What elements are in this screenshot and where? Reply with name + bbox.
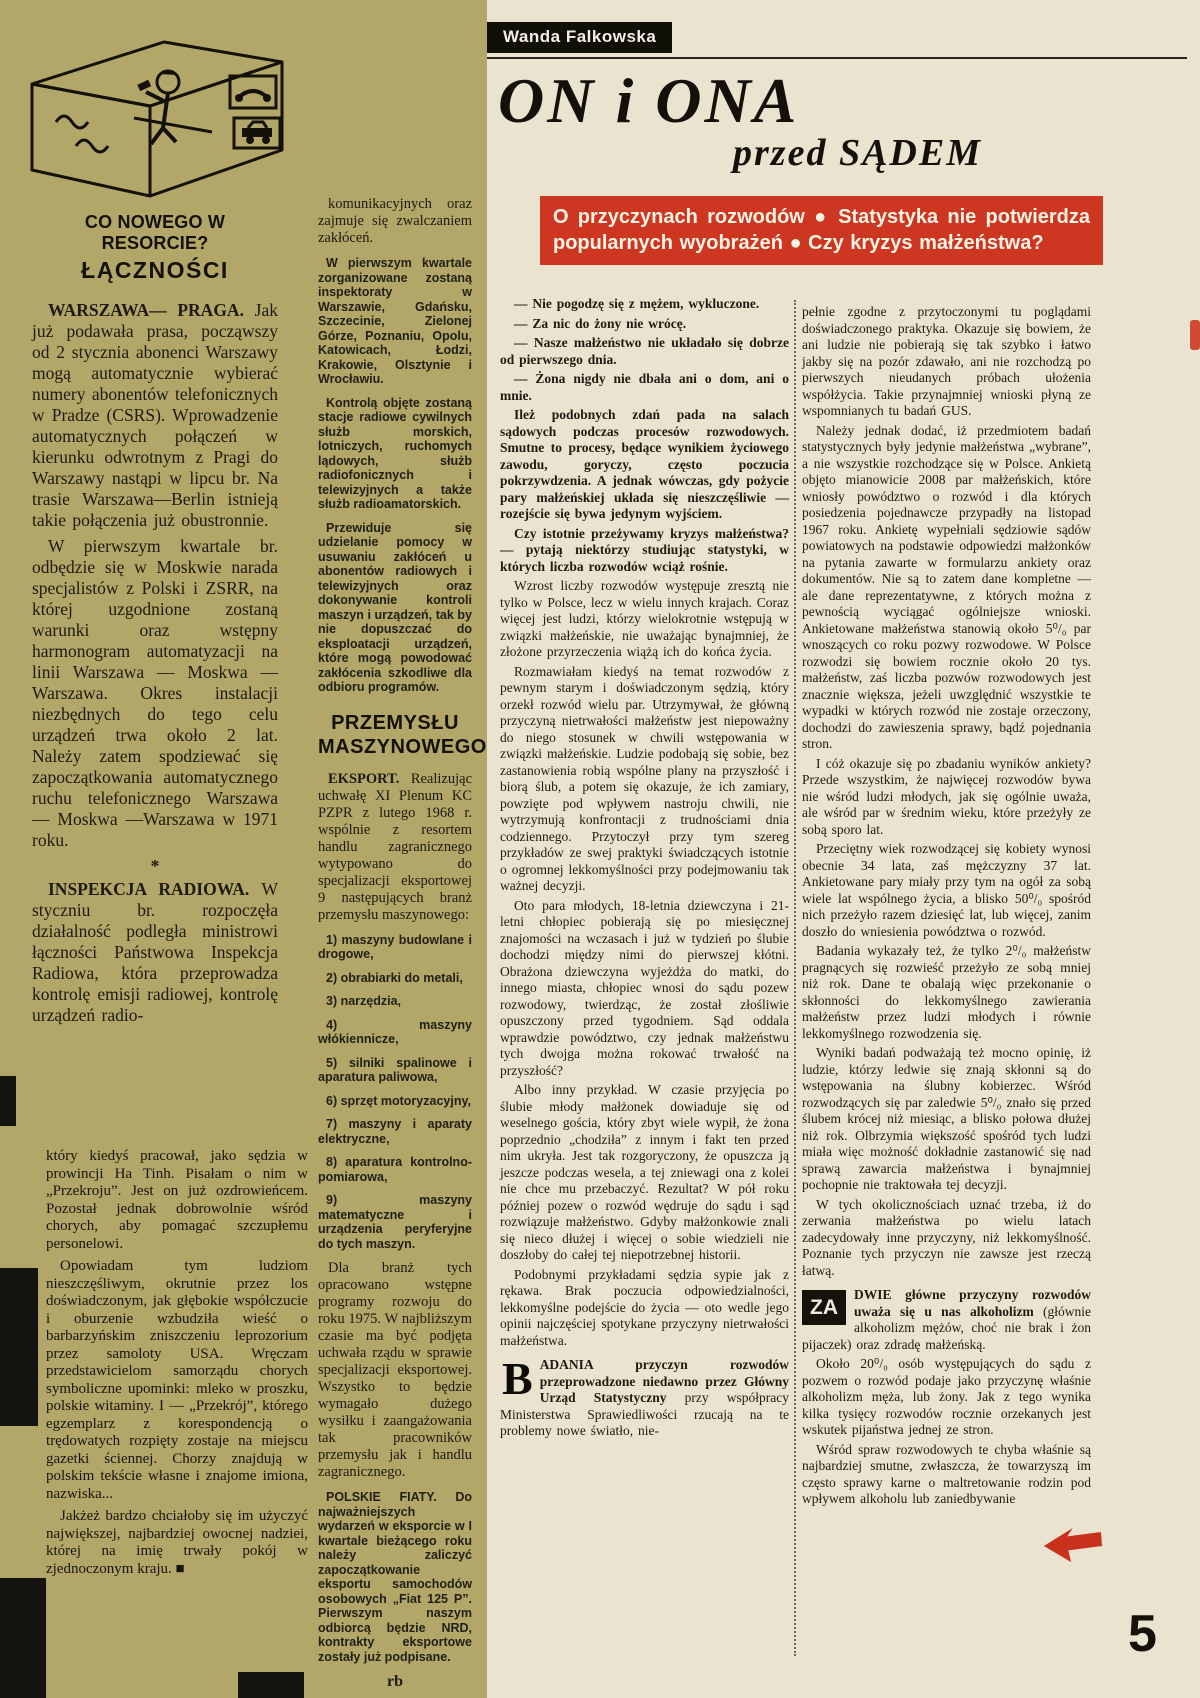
- box-front-face: [32, 84, 150, 196]
- byline-text: Wanda Falkowska: [503, 27, 657, 46]
- wire-squiggle: [56, 116, 88, 128]
- paragraph: Podobnymi przykładami sędzia sypie jak z rękawa. Brak poczucia odpowiedzialności, lekkomyślne podejście do życia — oto wedle jego opinii najczęściej spotykane przyczyny nietrwałości małżeństwa.: [500, 1266, 789, 1348]
- drop-cap: B: [502, 1353, 533, 1404]
- author-initials: rb: [387, 1673, 403, 1690]
- paragraph: Wyniki badań podważają też mocno opinię, iż ludzie, którzy ledwie się znają skłonni są do wstępowania na ślubny kobierzec. Wśród rozwodzących się par zaledwie 5⁰/₀ znało się przed ślubem krócej niż miesiąc, a blisko połowa dłużej niż rok. Olbrzymia większość spośród tych ludzi miała więc możność dokładnie zastanowić się nad sprawą zawarcia małżeństwa i bynajmniej pochopnie nie traktowała tej decyzji.: [802, 1045, 1091, 1192]
- paragraph: 5) silniki spalinowe i aparatura paliwowa,: [318, 1055, 472, 1084]
- industry-column-top-text: [318, 196, 472, 695]
- paragraph: komunikacyjnych oraz zajmuje się zwalczaniem zakłóceń.: [318, 196, 472, 246]
- paragraph: Przeciętny wiek rozwodzącej się kobiety wynosi obecnie 34 lata, zaś mężczyzny 37 lat. Ankietowane pary miały przy tym na ogół za sobą wiele lat wspólnego życia, a blisko 50⁰/₀ spośród nich przeżyło razem dziesięć lat, lub więcej, zanim doszło do wniesienia powództwa o rozwód.: [802, 841, 1091, 939]
- operator-figure: [134, 70, 212, 144]
- news-kicker: CO NOWEGO W RESORCIE?: [84, 212, 226, 253]
- column-divider: [794, 300, 796, 1656]
- paragraph: Należy jednak dodać, iż przedmiotem badań statystycznych były jedynie małżeństwa „wybrane”, a nie wszystkie rozchodzące się w Polsce. Ankietą objęto mianowicie 2008 par małżeńskich, które wniosły powództwo o rozwód i dla których posiedzenia pojednawcze przypadły na listopad 1967 roku. Ankietę wypełniali sędziowie sądów powiatowych na podstawie odpowiedzi małżonków na pytania zawarte w formularzu ankiety oraz dokumentów. Nie są to zatem dane kompletne — ale dane reprezentatywne, z których można z pewnością wyciągać ogólniejsze wnioski. Ankietowane małżeństwa stanowią około 5⁰/₀ par wnoszących co roku pozwy rozwodowe. W Polsce rozwodzi się bowiem rocznie około 20 tys. małżeństw, zaś liczba pozwów rozwodowych jest znacznie większa, jeżeli uwzględnić wszystkie te wypadki w których rozwód nie zostaje orzeczony, dochodzi do zawieszenia sprawy, bądź pojednania stron.: [802, 422, 1091, 751]
- paragraph: *: [150, 856, 160, 876]
- paragraph: 2) obrabiarki do metali,: [326, 970, 463, 985]
- paragraph: Wśród spraw rozwodowych te chyba właśnie są najbardziej smutne, zwłaszcza, że towarzyszą im często sprawy karne o maltretowanie rodzin pod wpływem alkoholu lub zaniedbywanie: [802, 1441, 1091, 1506]
- paragraph: 4) maszyny włókiennicze,: [318, 1017, 472, 1046]
- photo-fragment: [0, 1578, 46, 1698]
- article-subtitle: przed SĄDEM: [733, 132, 982, 174]
- paragraph-lead: POLSKIE FIATY.: [326, 1490, 456, 1504]
- paragraph: Oto para młodych, 18-letnia dziewczyna i 21-letni chłopiec pobierają się po miesięcznej znajomości na wczasach i już w tydzień po ślubie dochodzi między nimi do pierwszej kłótni. Obrażona dziewczyna wyjeżdża do matki, do innego miasta, chłopiec wnosi do sądu pozew rozwodowy, twierdząc, że został złośliwie opuszczony przed tygodniem. Sąd oddala wprawdzie powództwo, czy jednak małżeństwu tych dwojga można rokować trwałość na przyszłość?: [500, 897, 789, 1078]
- paragraph: Ileż podobnych zdań pada na salach sądowych podczas procesów rozwodowych. Smutne to procesy, będące wynikiem życiowego zawodu, goryczy, często poczucia pokrzywdzenia. A jednak wówczas, gdy pożycie pary małżeńskiej układa się nieszczęśliwie — rozejście się bywa jedynym wyjściem.: [500, 407, 789, 521]
- paragraph: EKSPORT. Realizując uchwałę XI Plenum KC PZPR z lutego 1968 r. wspólnie z resortem handlu zagranicznego wytypowano do specjalizacji eksportowej 9 następujących branż przemysłu maszynowego:: [318, 770, 472, 923]
- photo-fragment: [0, 1268, 38, 1426]
- paragraph: Jakżeż bardzo chciałoby się im użyczyć największej, najbardziej owocnej nadziei, której na imię trwały pokój w zjednoczonym kraju. ■: [46, 1508, 308, 1577]
- paragraph: Opowiadam tym ludziom nieszczęśliwym, okrutnie przez los doświadczonym, jak głębokie współczucie i oburzenie wzbudziła wieść o barbarzyńskim zniszczeniu leprozorium przez samoloty USA. Wręczam przedstawicielom samorządu chorych symboliczne upominki: mleko w proszku, polskie witaminy. I — „Przekrój”, którego egzemplarz z korespondencją o trędowatych rozpięty zostaje na miejscu gazetki ściennej. Chorzy znajdują w polskim tekście własne i znajome imiona, nazwiska...: [46, 1258, 308, 1502]
- wire-squiggle: [76, 140, 108, 152]
- paragraph: I cóż okazuje się po zbadaniu wyników ankiety? Przede wszystkim, że najwięcej rozwodów bywa nie wśród ludzi młodych, jak się ogólnie uważa, ale wśród par w średnim wieku, które przeżyły ze sobą sporo lat.: [802, 755, 1091, 837]
- paragraph: 1) maszyny budowlane i drogowe,: [318, 932, 472, 961]
- industry-section-title: PRZEMYSŁU MASZYNOWEGO: [318, 711, 487, 758]
- paragraph-lead: INSPEKCJA RADIOWA.: [48, 879, 262, 899]
- paragraph-lead: EKSPORT.: [328, 770, 411, 787]
- article-title: ON i ONA: [498, 65, 800, 136]
- paragraph: WARSZAWA— PRAGA. Jak już podawała prasa, począwszy od 2 stycznia abonenci Warszawy mogą automatycznie wybierać numery abonentów telefonicznych w Pradze (CSRS). Wprowadzenie automatycznych połączeń w kierunku odwrotnym z Pragi do Warszawy nastąpi w lipcu br. Na trasie Warszawa—Berlin istnieją takie połączenia już obustronnie.: [32, 300, 278, 530]
- paragraph: pełnie zgodne z przytoczonymi tu poglądami doświadczonego praktyka. Okazuje się bowiem, że ani ludzie nie pobierają się tak szybko i łatwo jakby się na pozór zdawało, ani nie rozchodzą po pierwszych nieudanych próbach ułożenia współżycia. Takie przynajmniej wnioski płyną ze wspomnianych tu badań GUS.: [802, 304, 1091, 418]
- paragraph: POLSKIE FIATY. Do najważniejszych wydarzeń w eksporcie w I kwartale bieżącego roku należy zaliczyć zapoczątkowanie eksportu samochodów osobowych „Fiat 125 P”. Pierwszym naszym odbiorcą będzie NRD, kontrakty eksportowe zostały już podpisane.: [318, 1490, 472, 1664]
- paragraph: W tych okolicznościach uznać trzeba, iż do zerwania małżeństwa po wielu latach zadecydowały inne przyczyny, niż lekkomyślność. Poznanie tych przyczyn nie zawsze jest rzeczą łatwą.: [802, 1196, 1091, 1278]
- paragraph: Czy istotnie przeżywamy kryzys małżeństwa? — pytają niektórzy studiując statystyki, w których liczba rozwodów wciąż rośnie.: [500, 525, 789, 574]
- car-icon: [234, 118, 280, 148]
- paragraph: Dla branż tych opracowano wstępne programy rozwoju do roku 1975. W najbliższym czasie ma być podjęta uchwała rządu w sprawie specjalizacji eksportowej. Wszystko to będzie wymagało dużego wysiłku i zaangażowania tak pracowników przemysłu jak i handlu zagranicznego.: [318, 1260, 472, 1480]
- news-column: [32, 212, 278, 1031]
- red-smudge-mark: [1190, 320, 1200, 350]
- page-number: 5: [1128, 1605, 1157, 1663]
- red-arrow-mark: [1043, 1524, 1104, 1568]
- photo-fragment: [238, 1672, 304, 1698]
- telephone-switchboard-cartoon-illustration: [16, 26, 301, 208]
- paragraph: BADANIA przyczyn rozwodów przeprowadzone niedawno przez Główny Urząd Statystyczny przy współpracy Ministerstwa Sprawiedliwości rzucają na te problemy nowe światło, nie-: [500, 1353, 789, 1438]
- paragraph: Wzrost liczby rozwodów występuje zresztą nie tylko w Polsce, lecz w wielu innych krajach. Coraz więcej jest ludzi, którzy wielokrotnie wstępują w związki małżeńskie, nie uważając bynajmniej, że złożone przyrzeczenia wiążą ich do końca życia.: [500, 578, 789, 659]
- paragraph: 6) sprzęt motoryzacyjny,: [326, 1093, 471, 1108]
- paragraph: Kontrolą objęte zostaną stacje radiowe cywilnych służb morskich, lotniczych, ruchomych lądowych, służb radiofonicznych i telewizyjnych a także służb radioamatorskich.: [318, 395, 472, 511]
- paragraph: 9) maszyny matematyczne i urządzenia peryferyjne do tych maszyn.: [318, 1193, 472, 1251]
- paragraph: Albo inny przykład. W czasie przyjęcia po ślubie młody małżonek dowiaduje się od weselnego gościa, który zbyt wiele wypił, że żona poprzednio „chodziła” z innym i fakt ten przed nim ukryła. Jest tak rozgoryczony, że opuszcza ją jeszcze podczas wesela, a tej zniewagi ona z kolei nie chce mu przebaczyć. Rezultat? W pół roku później pozew o rozwód wędruje do sądu i sąd rozwiązuje małżeństwo. Gdyby małżonkowie znali się nieco dłużej i więcej o sobie wiedzieli nie doszłoby do całej tej niepotrzebnej historii.: [500, 1082, 789, 1262]
- paragraph-lead: WARSZAWA— PRAGA.: [48, 300, 255, 320]
- paragraph-lead: ADANIA przyczyn rozwodów przeprowadzone niedawno przez Główny Urząd Statystyczny: [539, 1357, 789, 1405]
- headline-summary-box: O przyczynach rozwodów ● Statystyka nie potwierdza popularnych wyobrażeń ● Czy kryzys małżeństwa?: [540, 196, 1103, 265]
- paragraph: ZA DWIE główne przyczyny rozwodów uważa się u nas alkoholizm (głównie alkoholizm mężów, choć nie brak i żon pijaczek) oraz zdradę małżeńską.: [802, 1287, 1091, 1352]
- drop-cap-box: ZA: [802, 1290, 846, 1325]
- paragraph: — Za nic do żony nie wrócę.: [514, 315, 687, 331]
- telephone-icon: [230, 76, 276, 108]
- header-rule: [487, 57, 1187, 59]
- side-story-column: [46, 1140, 308, 1583]
- article-column-2: [802, 296, 1091, 1511]
- paragraph: Rozmawiałam kiedyś na temat rozwodów z pewnym starym i doświadczonym sędzią, który orzekł rozwód wielu par. Utrzymywał, że główną przyczyną nietrwałości małżeństw jest niepoważny do niego stosunek w chwili wstępowania w związki małżeńskie. Ludzie podobają się sobie, bez zastanowienia robią wspólne plany na przyszłość i biorą ślub, a potem się okazuje, że ich zamiary, powzięte pod wpływem nastroju chwili, nie wytrzymują konfrontacji z trudnościami dnia codziennego. Przytoczył przy tym szereg przykładów ze swej praktyki świadczących istotnie o ogromnej lekkomyślności przy podejmowaniu tak ważnej decyzji.: [500, 663, 789, 893]
- industry-column-bottom-text: [318, 771, 472, 1665]
- paragraph: — Żona nigdy nie dbała ani o dom, ani o mnie.: [500, 371, 789, 403]
- paragraph: W pierwszym kwartale zorganizowane zostaną inspektoraty w Warszawie, Gdańsku, Szczecinie, Zielonej Górze, Poznaniu, Opolu, Katowicach, Łodzi, Krakowie, Olsztynie i Wrocławiu.: [318, 256, 472, 386]
- paragraph: W pierwszym kwartale br. odbędzie się w Moskwie narada specjalistów z Polski i ZSRR, na której uzgodnione zostaną warunki oraz wstępny harmonogram automatyzacji na linii Warszawa — Moskwa — Warszawa. Okres instalacji niezbędnych do tego celu urządzeń trwa około 2 lat. Należy zatem spodziewać się zapoczątkowania automatycznego ruchu telefonicznego Warszawa — Moskwa —Warszawa w 1971 roku.: [32, 536, 278, 850]
- paragraph-lead: DWIE główne przyczyny rozwodów uważa się u nas alkoholizm: [854, 1287, 1091, 1319]
- paragraph: INSPEKCJA RADIOWA. W styczniu br. rozpoczęła działalność podległa ministrowi łączności Państwowa Inspekcja Radiowa, która przeprowadza kontrolę emisji radiowej, kontrolę urządzeń radio-: [32, 879, 278, 1025]
- paragraph: — Nie pogodzę się z mężem, wykluczone.: [514, 296, 760, 311]
- byline-box: [487, 22, 672, 53]
- paragraph: — Nasze małżeństwo nie układało się dobrze od pierwszego dnia.: [500, 335, 789, 367]
- article-column-1: [500, 296, 789, 1443]
- paragraph: 8) aparatura kontrolno-pomiarowa,: [318, 1155, 472, 1184]
- industry-column: [318, 196, 487, 1691]
- paragraph: Badania wykazały też, że tylko 2⁰/₀ małżeństw pragnących się rozwieść przeżyło ze sobą mniej niż rok. Dane te obalają więc przekonanie o skłonności do lekkomyślnego zawierania małżeństw przez ludzi młodych i równie lekkomyślnego rozwodzenia się.: [802, 943, 1091, 1041]
- paragraph: Około 20⁰/₀ osób występujących do sądu z pozwem o rozwód podaje jako przyczynę właśnie alkoholizm męża, lub żony. Jak z tego wynika kilka tysięcy rozwodów rocznie orzekanych jest wskutek pijaństwa jednej ze stron.: [802, 1356, 1091, 1437]
- paragraph: 7) maszyny i aparaty elektryczne,: [318, 1117, 472, 1146]
- paragraph: 3) narzędzia,: [326, 994, 402, 1008]
- news-column-text: [32, 300, 278, 1026]
- paragraph: który kiedyś pracował, jako sędzia w prowincji Ha Tinh. Pisałam o nim w „Przekroju”. Jest on już ozdrowieńcem. Pozostał jednak dobrowolnie wśród chorych, aby pomagać szczupłemu personelowi.: [46, 1148, 308, 1252]
- news-section-title: ŁĄCZNOŚCI: [81, 257, 229, 283]
- photo-fragment: [0, 1076, 16, 1126]
- paragraph: Przewiduje się udzielanie pomocy w usuwaniu zakłóceń u abonentów radiowych i telewizyjnych oraz dokonywanie kontroli maszyn i urządzeń, tak by nie dopuszczać do eksploatacji urządzeń, które mogą powodować zakłócenia szkodliwe dla odbioru programów.: [318, 520, 472, 694]
